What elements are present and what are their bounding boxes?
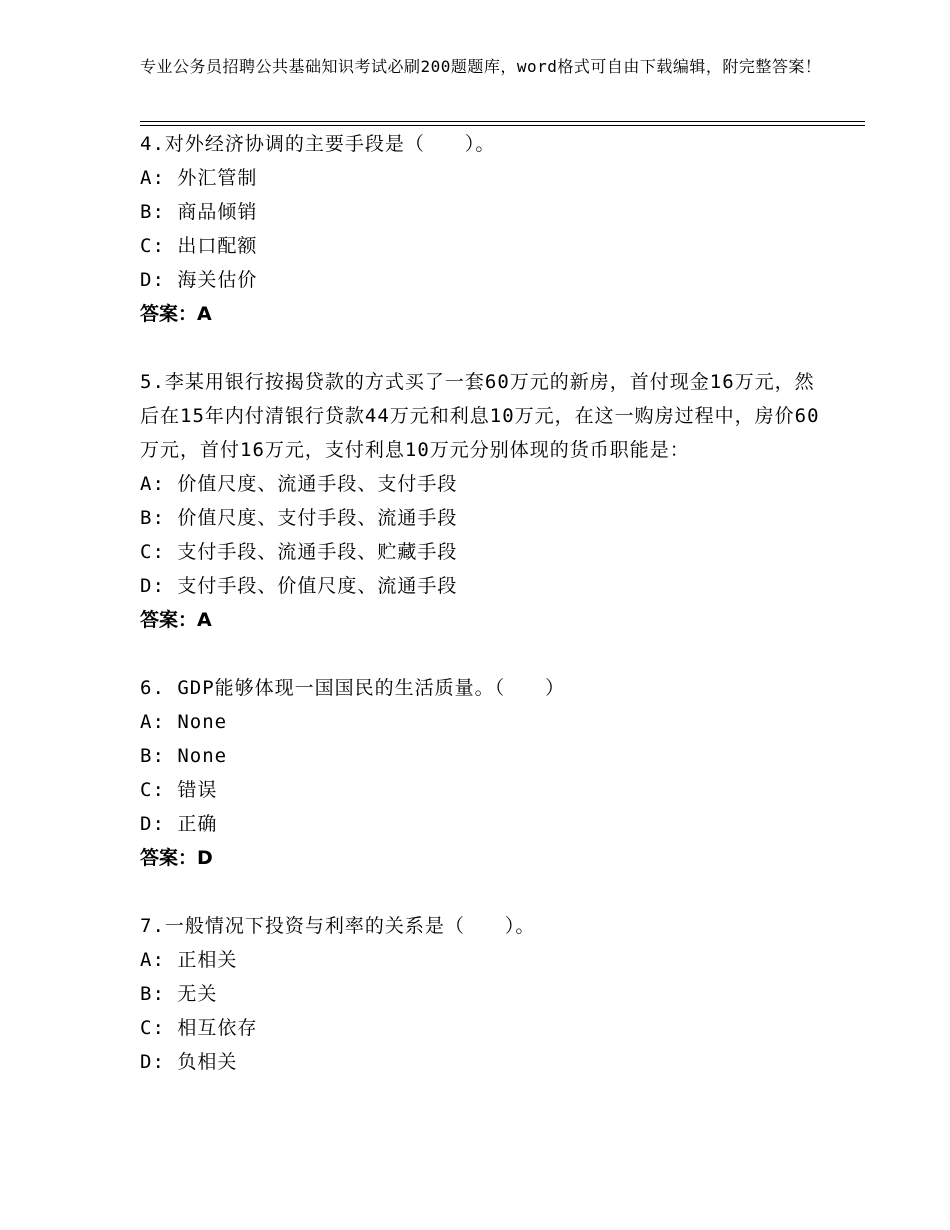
- question-stem: 4.对外经济协调的主要手段是（ ）。: [140, 133, 496, 155]
- option-c: C: 出口配额: [140, 235, 258, 257]
- option-b: B: 价值尺度、支付手段、流通手段: [140, 507, 458, 529]
- option-a: A: 正相关: [140, 949, 238, 971]
- option-a: A: 外汇管制: [140, 167, 258, 189]
- question-stem: 7.一般情况下投资与利率的关系是（ ）。: [140, 915, 536, 937]
- question-4: [140, 127, 820, 331]
- option-a: A: None: [140, 711, 228, 733]
- option-c: C: 错误: [140, 779, 218, 801]
- answer-line: 答案：D: [140, 847, 213, 869]
- option-d: D: 负相关: [140, 1051, 238, 1073]
- question-stem: 6. GDP能够体现一国国民的生活质量。（ ）: [140, 677, 566, 699]
- question-5: [140, 365, 820, 637]
- option-c: C: 相互依存: [140, 1017, 258, 1039]
- header-divider-top: [140, 121, 865, 122]
- question-stem: 5.李某用银行按揭贷款的方式买了一套60万元的新房，首付现金16万元，然后在15年内付清银行贷款44万元和利息10万元，在这一购房过程中，房价60万元，首付16万元，支付利息10万元分别体现的货币职能是：: [140, 371, 820, 461]
- question-6: [140, 671, 820, 875]
- option-d: D: 支付手段、价值尺度、流通手段: [140, 575, 458, 597]
- answer-line: 答案：A: [140, 609, 212, 631]
- header-divider-bottom: [140, 125, 865, 126]
- answer-line: 答案：A: [140, 303, 212, 325]
- option-b: B: None: [140, 745, 228, 767]
- document-header: 专业公务员招聘公共基础知识考试必刷200题题库，word格式可自由下载编辑，附完整答案！: [140, 57, 822, 76]
- option-d: D: 海关估价: [140, 269, 258, 291]
- option-b: B: 无关: [140, 983, 218, 1005]
- option-c: C: 支付手段、流通手段、贮藏手段: [140, 541, 458, 563]
- question-7: [140, 909, 820, 1079]
- option-b: B: 商品倾销: [140, 201, 258, 223]
- question-list: [140, 127, 820, 1113]
- option-a: A: 价值尺度、流通手段、支付手段: [140, 473, 458, 495]
- option-d: D: 正确: [140, 813, 218, 835]
